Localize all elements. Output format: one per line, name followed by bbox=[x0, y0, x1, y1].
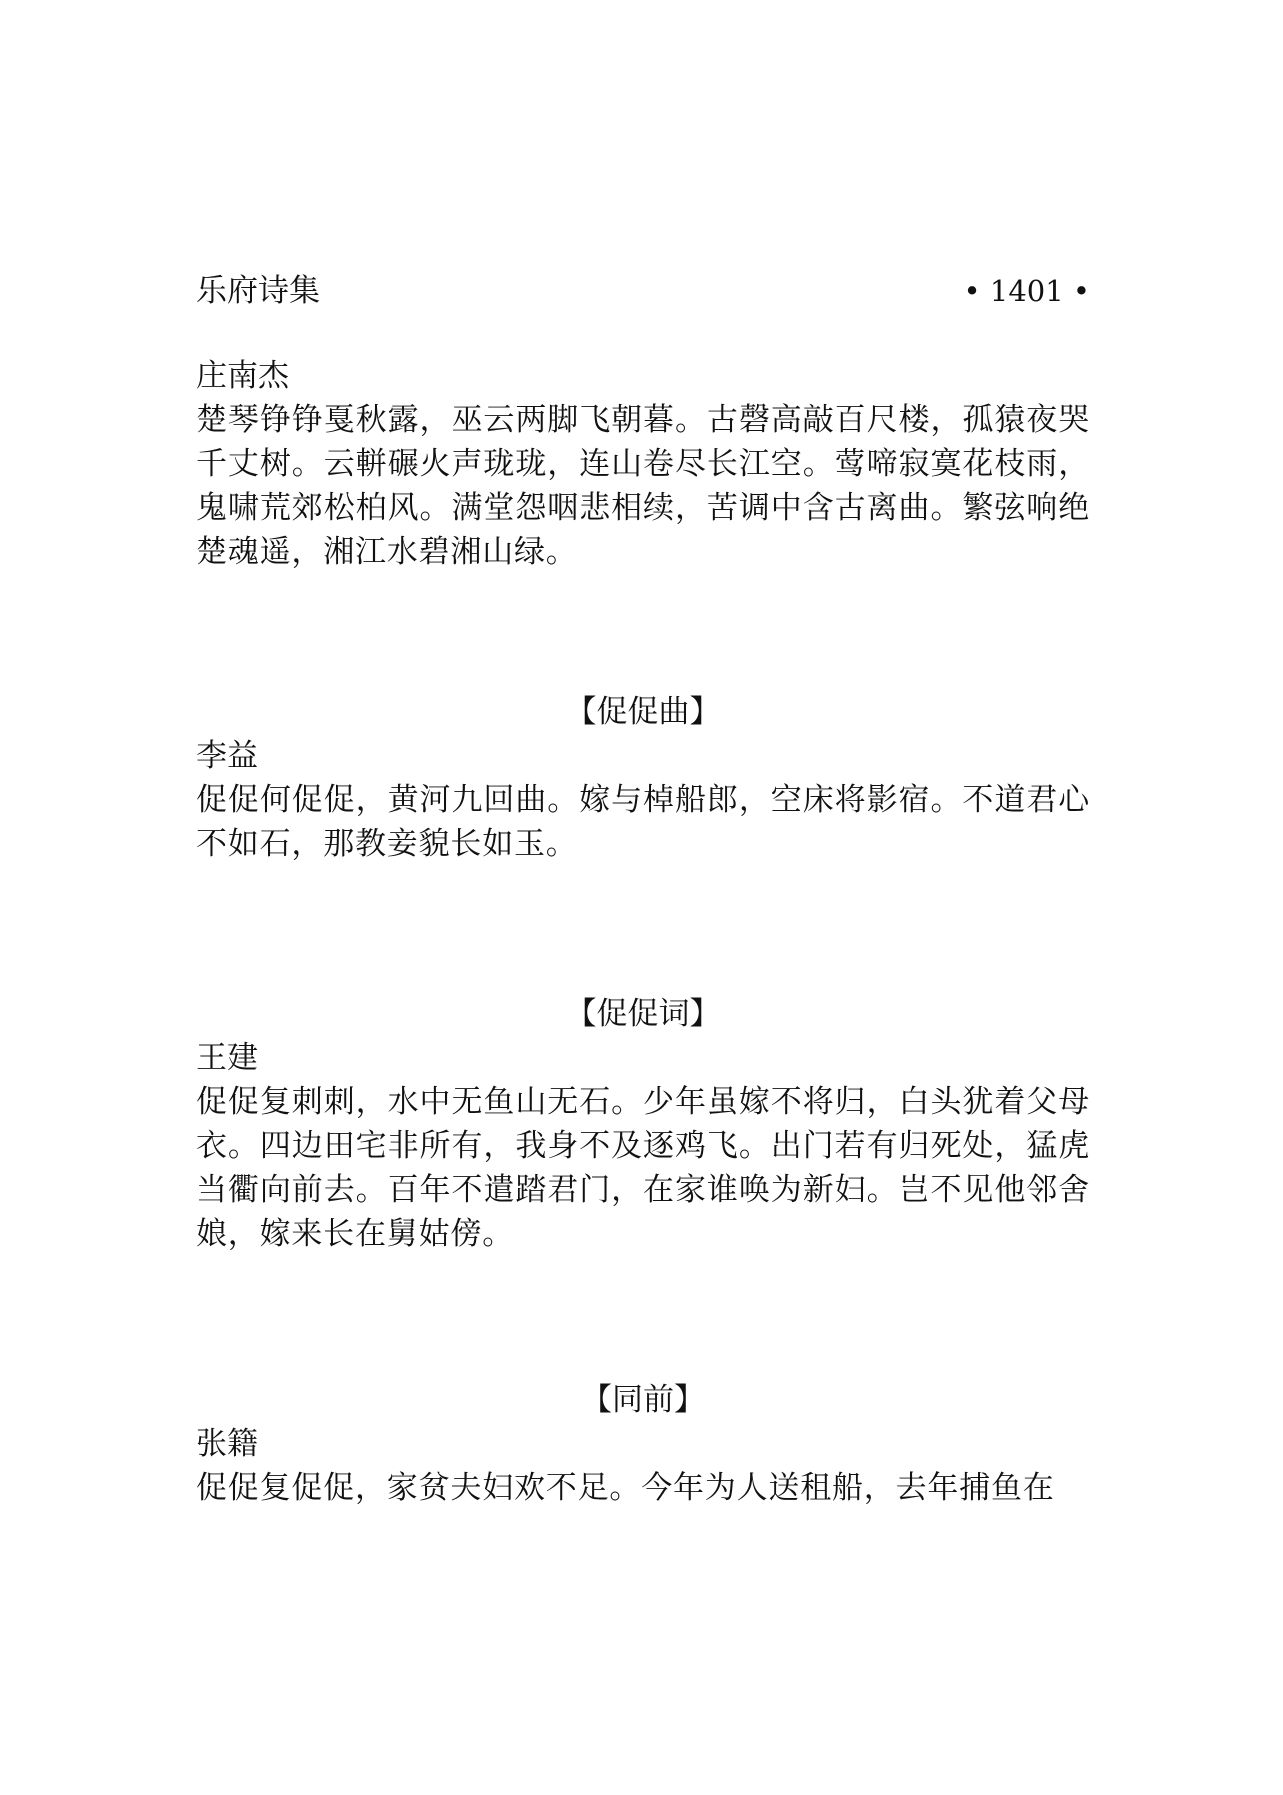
document-page bbox=[196, 0, 1090, 1795]
poem-author: 张籍 bbox=[196, 1426, 258, 1462]
poem-title: 【促促曲】 bbox=[565, 694, 721, 730]
poem-author: 李益 bbox=[196, 738, 258, 774]
poem-title: 【同前】 bbox=[581, 1382, 705, 1418]
poem-section bbox=[196, 1378, 1090, 1510]
poem-text: 促促何促促，黄河九回曲。嫁与棹船郎，空床将影宿。不道君心不如石，那教妾貌长如玉。 bbox=[196, 782, 1090, 862]
poem-author: 王建 bbox=[196, 1040, 258, 1076]
running-head bbox=[196, 268, 1090, 314]
book-title: 乐府诗集 bbox=[196, 273, 320, 309]
page-number: • 1401 • bbox=[963, 274, 1090, 308]
poem-author: 庄南杰 bbox=[196, 358, 289, 394]
poem-section bbox=[196, 354, 1090, 574]
poem-section bbox=[196, 992, 1090, 1256]
poem-text: 促促复刺刺，水中无鱼山无石。少年虽嫁不将归，白头犹着父母衣。四边田宅非所有，我身不及逐鸡飞。出门若有归死处，猛虎当衢向前去。百年不遣踏君门，在家谁唤为新妇。岂不见他邻舍娘，嫁来长在舅姑傍。 bbox=[196, 1084, 1090, 1252]
poem-section bbox=[196, 690, 1090, 866]
poem-text: 楚琴铮铮戛秋露，巫云两脚飞朝暮。古磬高敲百尺楼，孤猿夜哭千丈树。云軿碾火声珑珑，连山卷尽长江空。莺啼寂寞花枝雨，鬼啸荒郊松柏风。满堂怨咽悲相续，苦调中含古离曲。繁弦响绝楚魂遥，湘江水碧湘山绿。 bbox=[196, 402, 1090, 570]
poem-text: 促促复促促，家贫夫妇欢不足。今年为人送租船，去年捕鱼在 bbox=[196, 1470, 1055, 1506]
poem-title: 【促促词】 bbox=[565, 996, 721, 1032]
